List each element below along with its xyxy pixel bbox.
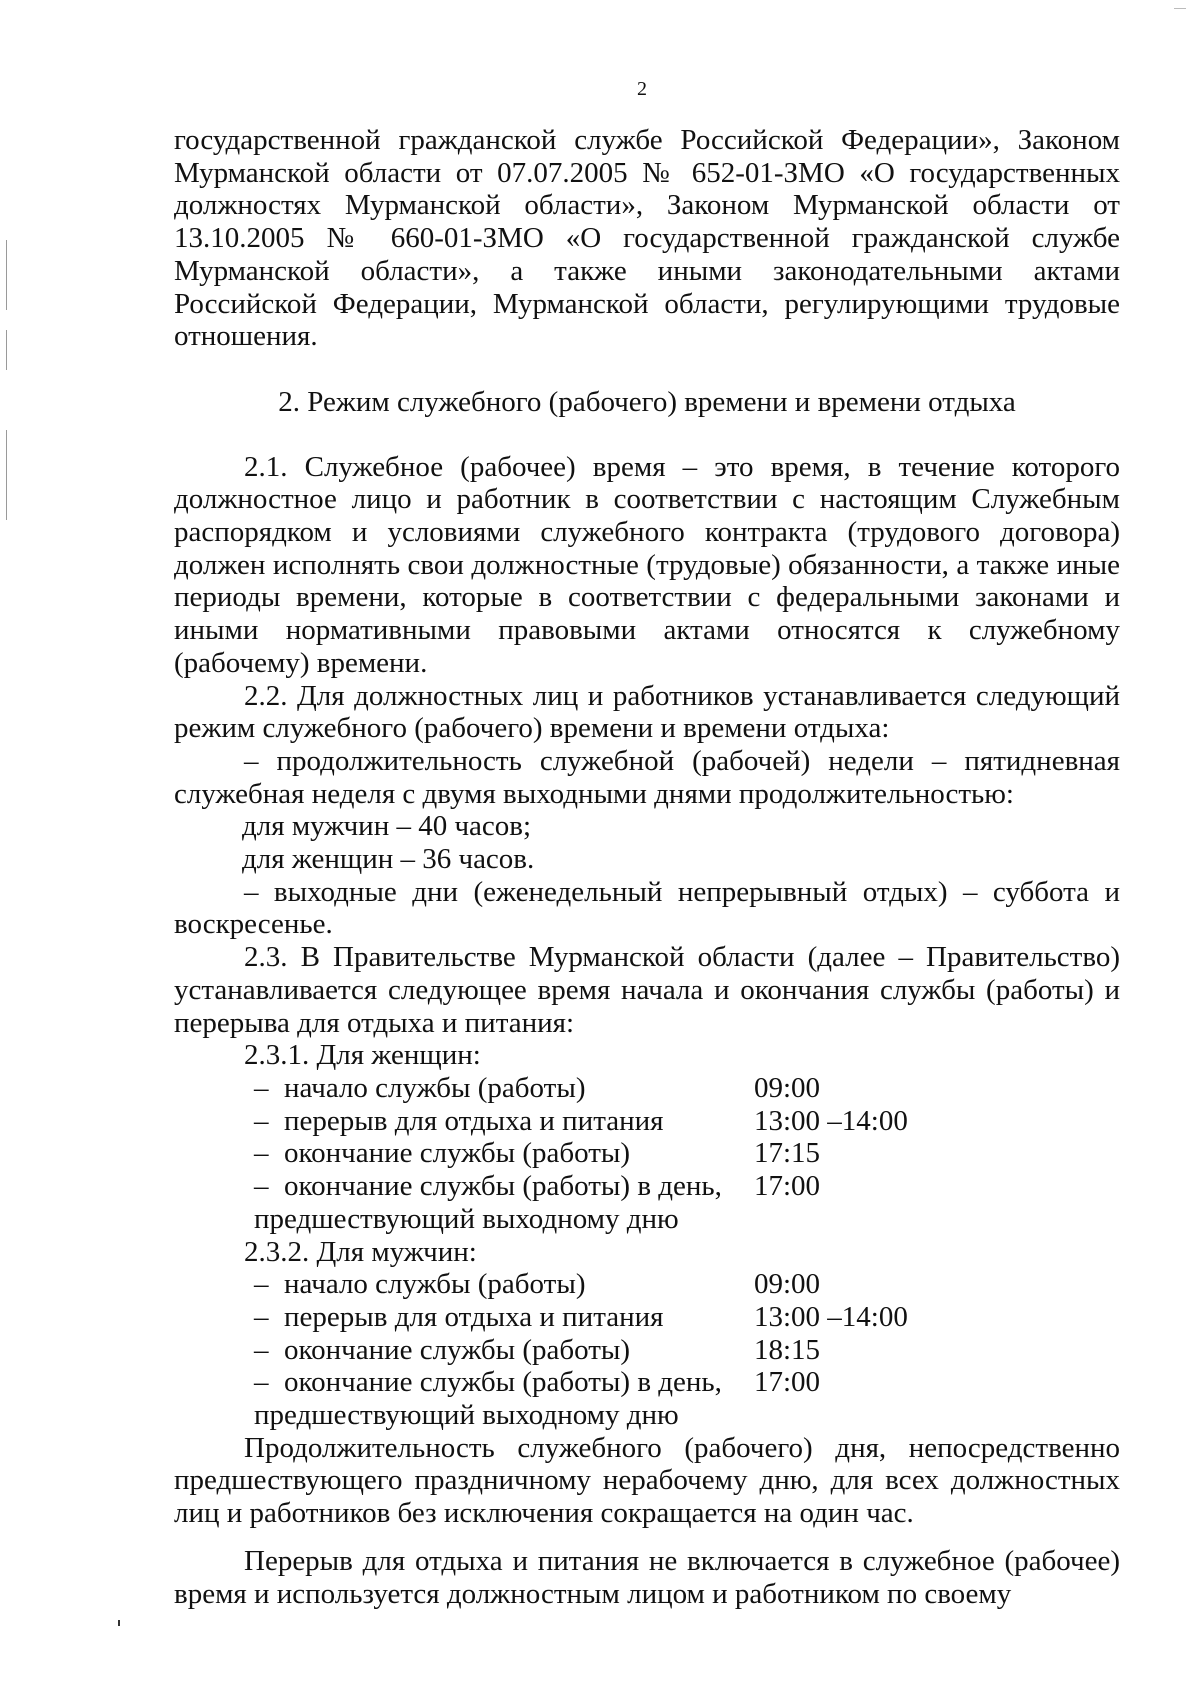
paragraph-2-3: 2.3. В Правительстве Мурманской области (далее – Правительство) устанавливается следующее время начала и окончания службы (работы) и перерыва для отдыха и питания: <box>174 941 1120 1039</box>
women-schedule-title: 2.3.1. Для женщин: <box>244 1039 481 1072</box>
dash-marker: – <box>254 1366 269 1399</box>
men-schedule-title: 2.3.2. Для мужчин: <box>244 1235 477 1268</box>
table-row <box>254 1301 908 1334</box>
women-schedule-table <box>254 1072 908 1236</box>
paragraph-break-not-included: Перерыв для отдыха и питания не включается в служебное (рабочее) время и используется должностным лицом и работником по своему <box>174 1544 1120 1610</box>
table-row <box>254 1203 908 1236</box>
table-row <box>254 1105 908 1138</box>
schedule-time: 18:15 <box>754 1333 821 1366</box>
schedule-label-continuation: предшествующий выходному дню <box>254 1202 679 1235</box>
paragraph-2-1: 2.1. Служебное (рабочее) время – это время, в течение которого должностное лицо и работник в соответствии с настоящим Служебным распорядком и условиями служебного контракта (трудового договора) должен исполнять свои должностные (трудовые) обязанности, а также иные периоды времени, которые в соответствии с федеральными законами и иными нормативными правовыми актами относятся к служебному (рабочему) времени. <box>174 450 1120 679</box>
schedule-label: перерыв для отдыха и питания <box>284 1300 664 1333</box>
schedule-time: 09:00 <box>754 1071 821 1104</box>
dash-marker: – <box>254 1333 269 1366</box>
schedule-time: 17:00 <box>754 1366 821 1399</box>
table-row <box>254 1170 908 1203</box>
schedule-time: 17:00 <box>754 1170 821 1203</box>
schedule-label: окончание службы (работы) в день, <box>284 1170 722 1203</box>
dash-marker: – <box>254 1300 269 1333</box>
schedule-label: начало службы (работы) <box>284 1071 586 1104</box>
table-row <box>254 1399 908 1432</box>
table-row <box>254 1072 908 1105</box>
schedule-label: начало службы (работы) <box>284 1268 586 1301</box>
scan-corner-mark <box>1174 8 1186 9</box>
schedule-label: перерыв для отдыха и питания <box>284 1104 664 1137</box>
scan-margin-mark <box>6 240 7 310</box>
schedule-label: окончание службы (работы) <box>284 1137 631 1170</box>
dash-marker: – <box>254 1104 269 1137</box>
scan-margin-mark <box>6 330 7 370</box>
intro-paragraph: государственной гражданской службе Российской Федерации», Законом Мурманской области от 07.07.2005 № 652-01-ЗМО «О государственных должностях Мурманской области», Законом Мурманской области от 13.10.2005 № 660-01-ЗМО «О государственной гражданской службе Мурманской области», а также иными законодательными актами Российской Федерации, Мурманской области, регулирующими трудовые отношения. <box>174 124 1120 353</box>
scan-margin-mark <box>6 430 7 520</box>
scan-stray-dot <box>118 1620 120 1626</box>
paragraph-2-2-women-hours: для женщин – 36 часов. <box>242 843 535 876</box>
paragraph-2-2: 2.2. Для должностных лиц и работников устанавливается следующий режим служебного (рабочего) времени и времени отдыха: <box>174 679 1120 745</box>
schedule-time: 09:00 <box>754 1268 821 1301</box>
schedule-time: 17:15 <box>754 1137 821 1170</box>
paragraph-2-2-week: – продолжительность служебной (рабочей) недели – пятидневная служебная неделя с двумя выходными днями продолжительностью: <box>174 744 1120 810</box>
schedule-time: 13:00 –14:00 <box>754 1300 908 1333</box>
dash-marker: – <box>254 1071 269 1104</box>
table-row <box>254 1366 908 1399</box>
schedule-label: окончание службы (работы) <box>284 1333 631 1366</box>
dash-marker: – <box>254 1268 269 1301</box>
paragraph-2-2-weekend: – выходные дни (еженедельный непрерывный отдых) – суббота и воскресенье. <box>174 875 1120 941</box>
dash-marker: – <box>254 1170 269 1203</box>
schedule-label-continuation: предшествующий выходному дню <box>254 1399 679 1432</box>
schedule-time: 13:00 –14:00 <box>754 1104 908 1137</box>
document-body <box>174 124 1120 1610</box>
page-number: 2 <box>637 78 647 100</box>
paragraph-2-2-men-hours: для мужчин – 40 часов; <box>242 810 532 843</box>
table-row <box>254 1137 908 1170</box>
section-heading: 2. Режим служебного (рабочего) времени и времени отдыха <box>278 385 1016 418</box>
table-row <box>254 1334 908 1367</box>
schedule-label: окончание службы (работы) в день, <box>284 1366 722 1399</box>
men-schedule-table <box>254 1268 908 1432</box>
dash-marker: – <box>254 1137 269 1170</box>
table-row <box>254 1268 908 1301</box>
paragraph-shortened-day: Продолжительность служебного (рабочего) дня, непосредственно предшествующего праздничному нерабочему дню, для всех должностных лиц и работников без исключения сокращается на один час. <box>174 1431 1120 1530</box>
